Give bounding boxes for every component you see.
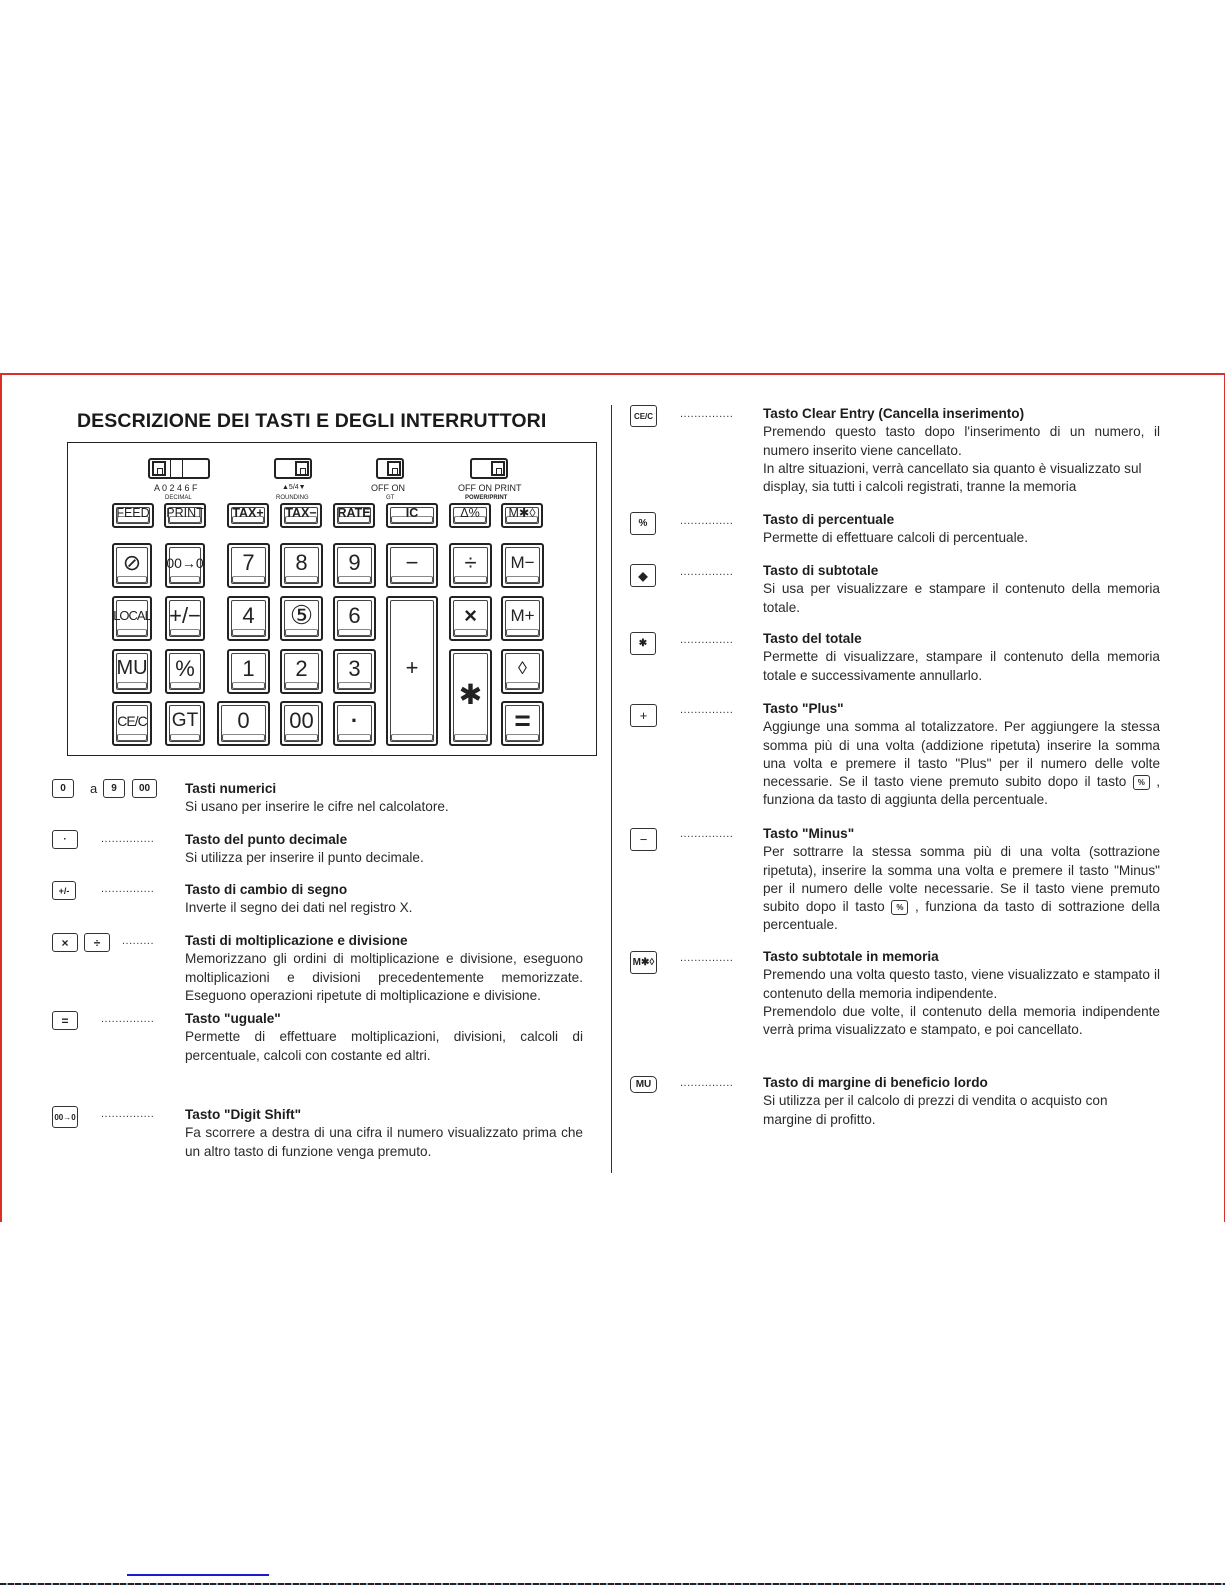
- entry-heading: Tasto "Minus": [763, 826, 855, 841]
- dot-leader: ...............: [680, 704, 734, 716]
- dot-leader: ...............: [101, 1013, 155, 1025]
- key-7: 7: [227, 543, 270, 588]
- entry-body: Permette di effettuare calcoli di percentuale.: [763, 530, 1028, 546]
- decimal-key-icon: ·: [52, 830, 78, 849]
- key-2: 2: [280, 649, 323, 694]
- gt-switch: [376, 458, 404, 479]
- column-divider: [611, 405, 612, 1173]
- entry-total: [763, 630, 1160, 685]
- power-label: POWER/PRINT: [465, 495, 508, 501]
- decimal-positions: A 0 2 4 6 F: [154, 483, 198, 493]
- key-gt: GT: [165, 701, 205, 746]
- key-1: 1: [227, 649, 270, 694]
- entry-plus: [763, 700, 1160, 810]
- key-sign-change: +/−: [165, 596, 205, 641]
- ce-c-key-icon: CE/C: [630, 405, 657, 427]
- dot-leader: ...............: [680, 828, 734, 840]
- link-underline: [127, 1574, 269, 1576]
- key-digit-shift: 00→0: [165, 543, 205, 588]
- entry-heading: Tasto "Digit Shift": [185, 1107, 302, 1122]
- entry-body: Si utilizza per inserire il punto decimale.: [185, 850, 424, 866]
- key-5: ⑤: [280, 596, 323, 641]
- dot-leader: ...............: [680, 566, 734, 578]
- key-memory-subtotal: M✱◊: [501, 503, 543, 528]
- entry-subtotal: [763, 562, 1160, 617]
- entry-body: Memorizzano gli ordini di moltiplicazione e divisione, eseguono moltiplicazioni e divisioni precedentemente memorizzate. Eseguono operazioni ripetute di moltiplicazione e divisione.: [185, 951, 583, 1003]
- entry-body: Inverte il segno dei dati nel registro X.: [185, 900, 413, 916]
- entry-minus: [763, 825, 1160, 935]
- entry-heading: Tasto subtotale in memoria: [763, 949, 939, 964]
- decimal-label: DECIMAL: [165, 495, 192, 501]
- dot-leader: ...............: [680, 515, 734, 527]
- dot-leader: ...............: [101, 883, 155, 895]
- entry-memory-subtotal: [763, 948, 1160, 1039]
- key-percent: %: [165, 649, 205, 694]
- entry-body: Aggiunge una somma al totalizzatore. Per aggiungere la stessa somma più di una volta (addizione ripetuta) inserire la somma una volta e premere il tasto "Plus" per il numero delle volte necessarie. Se il tasto viene premuto subito dopo il tasto % , funziona da tasto di aggiunta della percentuale.: [763, 719, 1160, 808]
- key-decimal-point: ·: [333, 701, 376, 746]
- entry-body: Si utilizza per il calcolo di prezzi di vendita o acquisto con margine di profitto.: [763, 1093, 1108, 1127]
- key-9-icon: 9: [103, 779, 125, 798]
- key-m-minus: M−: [501, 543, 544, 588]
- entry-body-2: In altre situazioni, verrà cancellato sia quanto è visualizzato sul display, sia tutti i calcoli registrati, tranne la memoria: [763, 460, 1142, 495]
- memory-subtotal-key-icon: M✱◊: [630, 951, 657, 974]
- dot-leader: ...............: [680, 634, 734, 646]
- key-m-plus: M+: [501, 596, 544, 641]
- entry-heading: Tasto di subtotale: [763, 563, 879, 578]
- page-title: DESCRIZIONE DEI TASTI E DEGLI INTERRUTTORI: [77, 410, 547, 432]
- key-rate: RATE: [333, 503, 375, 528]
- entry-equals: [185, 1010, 583, 1065]
- key-mu: MU: [112, 649, 152, 694]
- key-minus: −: [386, 543, 438, 588]
- inline-percent-key-icon: %: [891, 900, 908, 915]
- key-plus: +: [386, 596, 438, 746]
- dot-leader: ...............: [680, 408, 734, 420]
- key-total: ✱: [449, 649, 492, 746]
- entry-heading: Tasto del punto decimale: [185, 832, 348, 847]
- multiply-key-icon: ×: [52, 933, 78, 952]
- dot-leader: .........: [122, 935, 155, 947]
- rounding-switch: [274, 458, 312, 479]
- entry-heading: Tasto Clear Entry (Cancella inserimento): [763, 406, 1025, 421]
- total-key-icon: ✱: [630, 632, 656, 655]
- entry-sign-change: [185, 881, 583, 918]
- key-3: 3: [333, 649, 376, 694]
- entry-body: Per sottrarre la stessa somma più di una volta (sottrazione ripetuta), inserire la somma una volta e premere il tasto "Minus" per il numero delle volte necessarie. Se il tasto viene premuto subito dopo il tasto % , funziona da tasto di sottrazione della percentuale.: [763, 844, 1160, 933]
- mu-key-icon: MU: [630, 1076, 657, 1093]
- range-word: a: [90, 781, 98, 796]
- key-6: 6: [333, 596, 376, 641]
- gt-label: GT: [386, 495, 395, 501]
- subtotal-key-icon: ◆: [630, 564, 656, 587]
- entry-numeric-keys: [185, 780, 583, 817]
- equals-key-icon: =: [52, 1011, 78, 1030]
- key-00: 00: [280, 701, 323, 746]
- rounding-positions: ▲5/4▼: [282, 484, 306, 491]
- decimal-switch: [148, 458, 210, 479]
- key-divide: ÷: [449, 543, 492, 588]
- entry-body: Si usa per visualizzare e stampare il contenuto della memoria totale.: [763, 581, 1160, 615]
- entry-heading: Tasto "uguale": [185, 1011, 281, 1026]
- entry-decimal-point: [185, 831, 583, 868]
- key-tax-plus: TAX+: [227, 503, 269, 528]
- entry-markup: [763, 1074, 1160, 1129]
- key-local: LOCAL: [112, 596, 152, 641]
- keypad-diagram: [67, 442, 597, 756]
- entry-body: Premendo questo tasto dopo l'inserimento di un numero, il numero inserito viene cancellato.: [763, 424, 1160, 458]
- entry-heading: Tasto di percentuale: [763, 512, 895, 527]
- key-feed: FEED: [112, 503, 154, 528]
- dot-leader: ...............: [101, 1108, 155, 1120]
- key-ic: IC: [386, 503, 438, 528]
- key-print: PRINT: [164, 503, 206, 528]
- entry-body: Fa scorrere a destra di una cifra il numero visualizzato prima che un altro tasto di funzione venga premuto.: [185, 1125, 583, 1159]
- dot-leader: ...............: [101, 833, 155, 845]
- key-00-icon: 00: [132, 779, 157, 798]
- entry-heading: Tasto di cambio di segno: [185, 882, 348, 897]
- entry-clear-entry: [763, 405, 1160, 496]
- minus-key-icon: −: [630, 828, 657, 851]
- entry-heading: Tasto di margine di beneficio lordo: [763, 1075, 988, 1090]
- entry-heading: Tasto del totale: [763, 631, 862, 646]
- entry-percent: [763, 511, 1160, 548]
- power-positions: OFF ON PRINT: [458, 483, 522, 493]
- entry-body: Permette di effettuare moltiplicazioni, divisioni, calcoli di percentuale, calcoli con costante ed altri.: [185, 1029, 583, 1063]
- divide-key-icon: ÷: [84, 933, 110, 952]
- gt-positions: OFF ON: [371, 483, 405, 493]
- key-multiply: ×: [449, 596, 492, 641]
- key-subtotal: ◊: [501, 649, 544, 694]
- key-0: 0: [217, 701, 270, 746]
- dot-leader: ...............: [680, 1077, 734, 1089]
- entry-heading: Tasti di moltiplicazione e divisione: [185, 933, 408, 948]
- key-0-icon: 0: [52, 779, 74, 798]
- key-9: 9: [333, 543, 376, 588]
- inline-percent-key-icon: %: [1133, 775, 1150, 790]
- digit-shift-key-icon: 00→0: [52, 1106, 78, 1128]
- entry-multiply-divide: [185, 932, 583, 1005]
- percent-key-icon: %: [630, 512, 656, 535]
- key-tax-minus: TAX−: [280, 503, 322, 528]
- key-8: 8: [280, 543, 323, 588]
- key-ce-c: CE/C: [112, 701, 152, 746]
- sign-change-key-icon: +/-: [52, 881, 76, 900]
- entry-heading: Tasto "Plus": [763, 701, 844, 716]
- dot-leader: ...............: [680, 952, 734, 964]
- entry-body: Premendo una volta questo tasto, viene visualizzato e stampato il contenuto della memoria indipendente.: [763, 967, 1160, 1001]
- key-delta-percent: Δ%: [449, 503, 491, 528]
- rounding-label: ROUNDING: [276, 495, 309, 501]
- key-equals: =: [501, 701, 544, 746]
- key-paper-icon: ⊘: [112, 543, 152, 588]
- key-4: 4: [227, 596, 270, 641]
- entry-body: Si usano per inserire le cifre nel calcolatore.: [185, 799, 449, 815]
- plus-key-icon: +: [630, 704, 657, 727]
- entry-digit-shift: [185, 1106, 583, 1161]
- entry-heading: Tasti numerici: [185, 781, 277, 796]
- entry-body-2: Premendolo due volte, il contenuto della memoria indipendente verrà prima visualizzato e stampato, e poi cancellato.: [763, 1003, 1160, 1038]
- power-switch: [470, 458, 508, 479]
- entry-body: Permette di visualizzare, stampare il contenuto della memoria totale e successivamente annullarlo.: [763, 649, 1160, 683]
